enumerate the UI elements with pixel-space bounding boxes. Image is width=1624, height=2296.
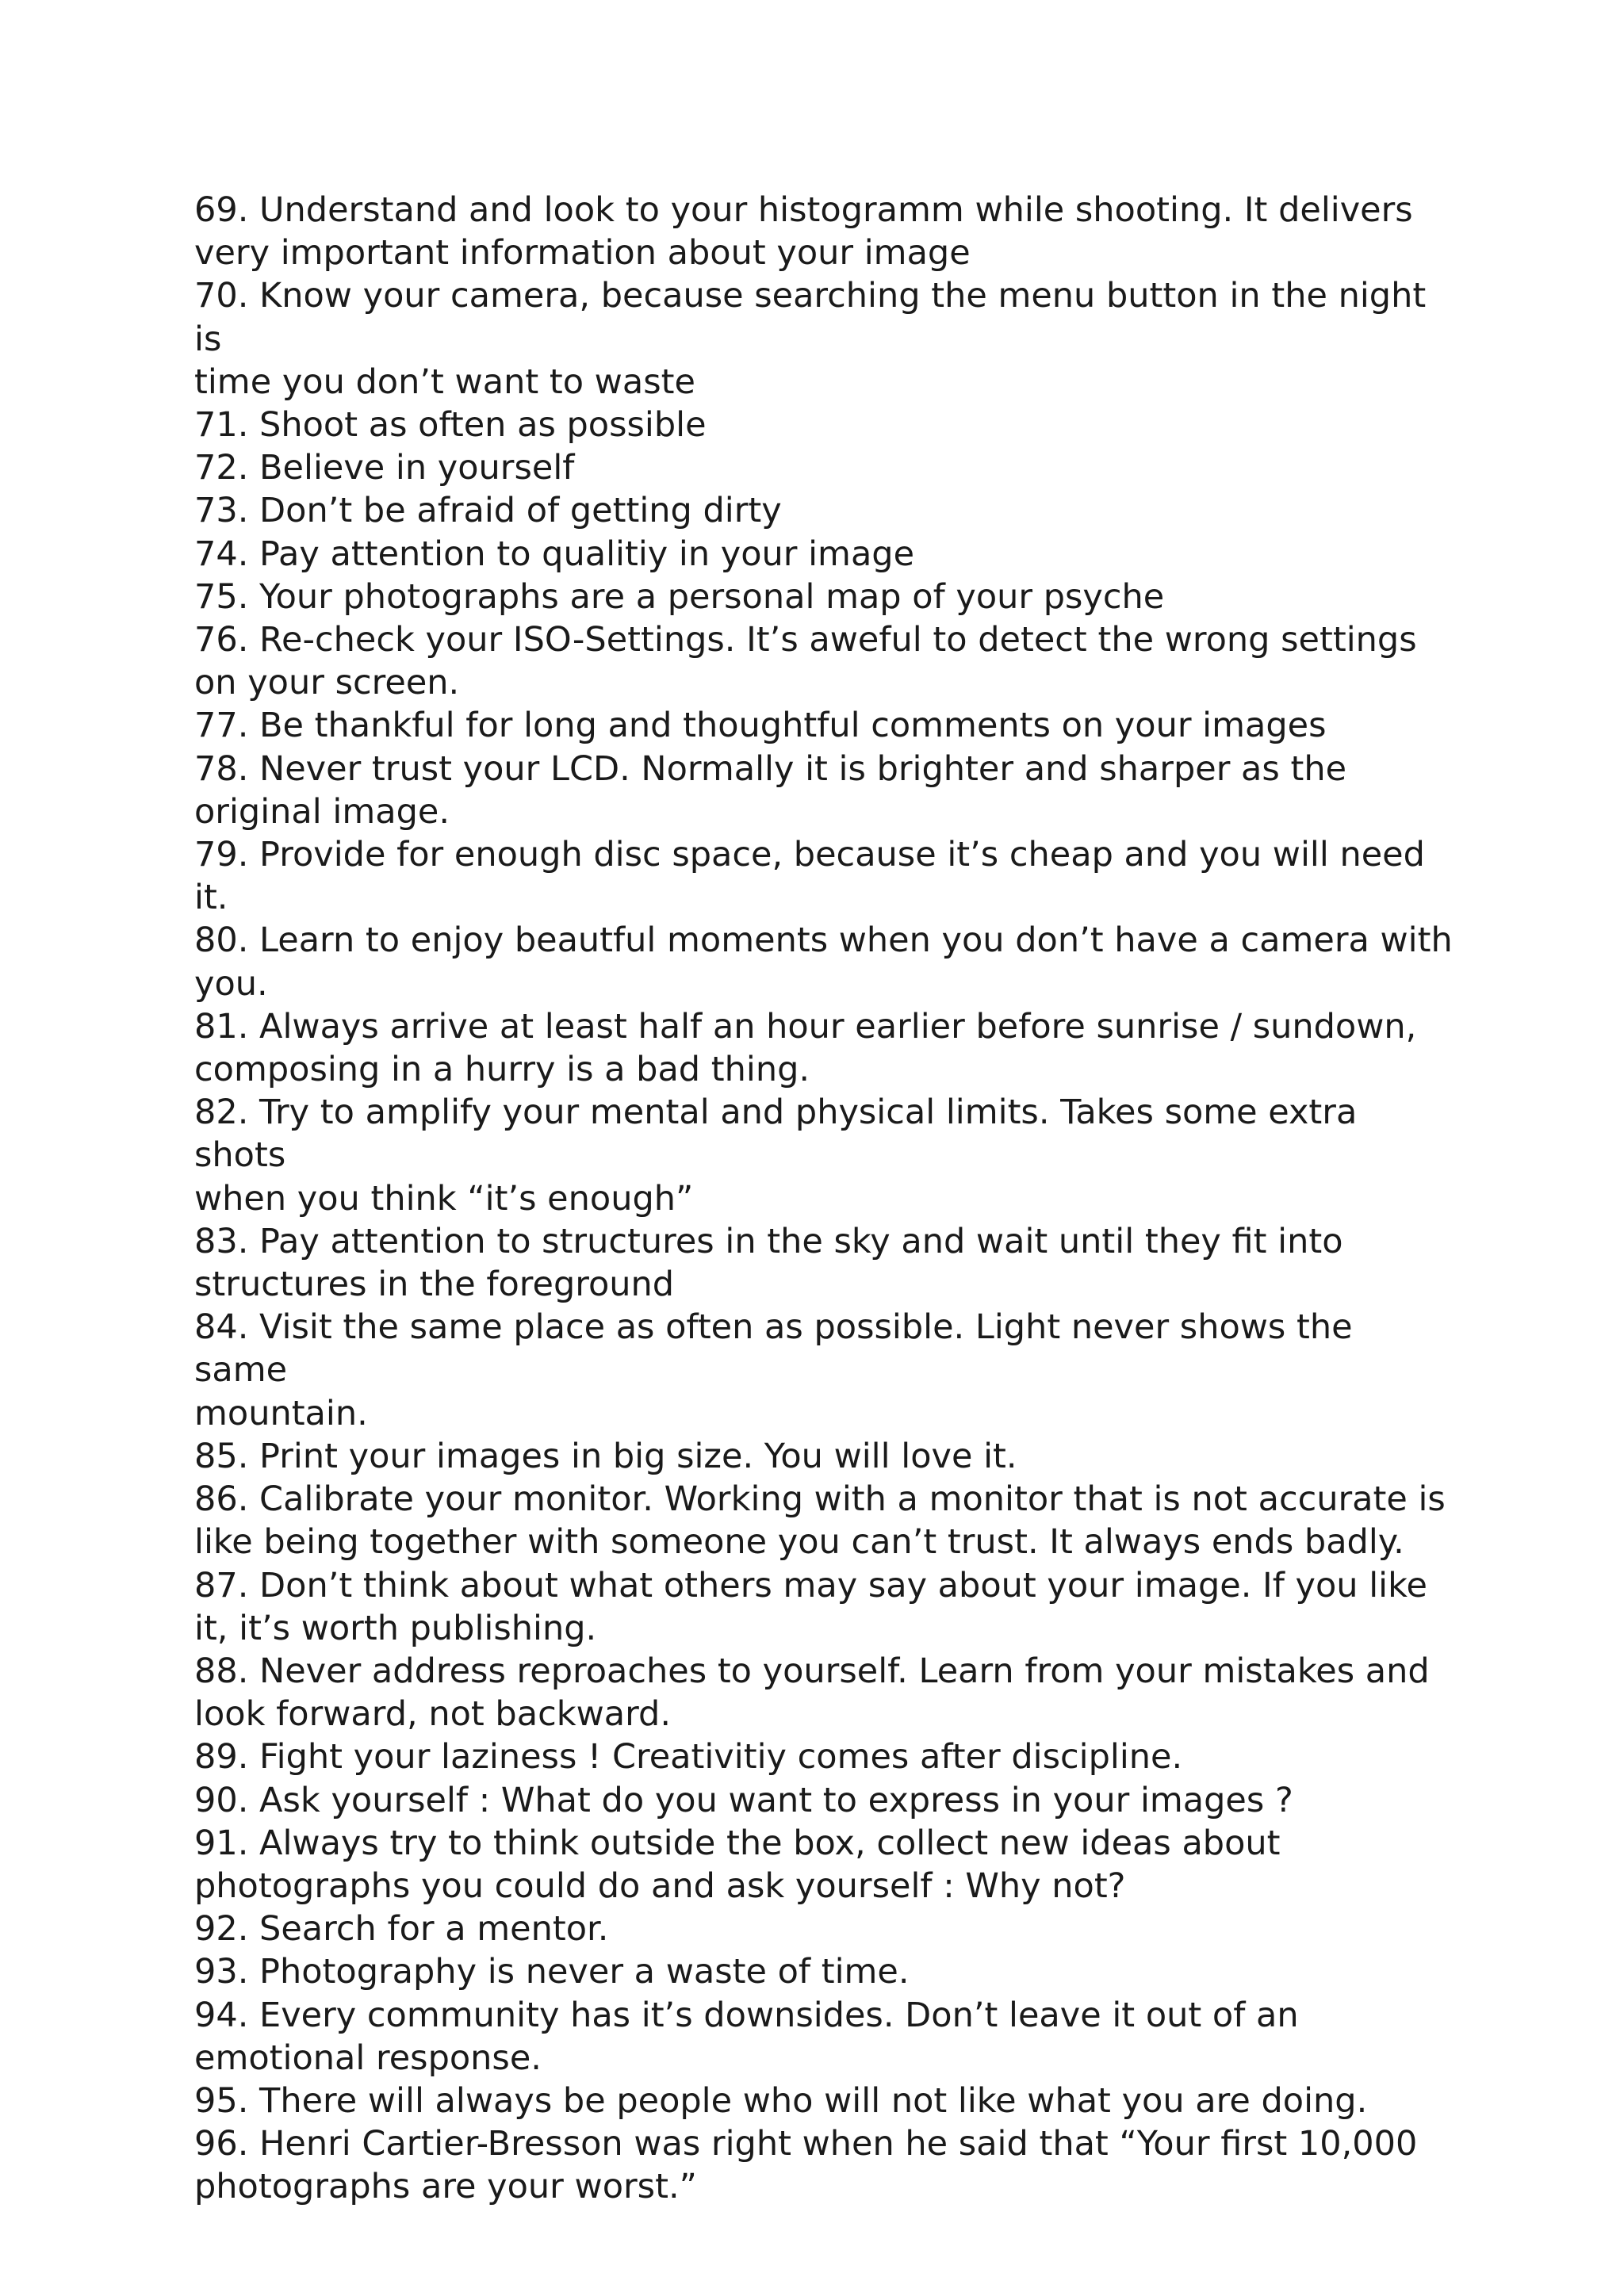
list-item <box>194 446 1455 489</box>
tip-line: mountain. <box>194 1393 368 1433</box>
tip-line: 83. Pay attention to structures in the sky and wait until they fit into <box>194 1221 1343 1261</box>
tip-line: 79. Provide for enough disc space, because it’s cheap and you will need <box>194 835 1425 875</box>
tip-line: it. <box>194 878 228 918</box>
list-item <box>194 919 1455 1004</box>
tip-line: 94. Every community has it’s downsides. Don’t leave it out of an <box>194 1995 1299 2035</box>
list-item <box>194 274 1455 404</box>
list-item <box>194 1435 1455 1478</box>
tip-line: 82. Try to amplify your mental and physical limits. Takes some extra shots <box>194 1093 1358 1176</box>
tip-line: emotional response. <box>194 2038 542 2078</box>
tip-line: 87. Don’t think about what others may say about your image. If you like <box>194 1565 1427 1605</box>
list-item <box>194 1950 1455 1993</box>
document-page <box>194 189 1455 2209</box>
tip-line: 90. Ask yourself : What do you want to express in your images ? <box>194 1780 1293 1820</box>
tip-line: 80. Learn to enjoy beautful moments when you don’t have a camera with <box>194 920 1453 961</box>
tip-line: composing in a hurry is a bad thing. <box>194 1050 810 1090</box>
tip-line: 77. Be thankful for long and thoughtful comments on your images <box>194 706 1327 746</box>
list-item <box>194 748 1455 833</box>
tip-line: very important information about your image <box>194 233 971 274</box>
tip-line: look forward, not backward. <box>194 1694 672 1735</box>
tip-line: 84. Visit the same place as often as possible. Light never shows the same <box>194 1307 1353 1391</box>
list-item <box>194 1478 1455 1563</box>
tip-line: 73. Don’t be afraid of getting dirty <box>194 491 782 531</box>
tip-line: 81. Always arrive at least half an hour earlier before sunrise / sundown, <box>194 1006 1417 1047</box>
list-item <box>194 1735 1455 1778</box>
tip-line: 85. Print your images in big size. You will love it. <box>194 1436 1017 1476</box>
list-item <box>194 1779 1455 1822</box>
list-item <box>194 1908 1455 1950</box>
tip-line: structures in the foreground <box>194 1265 675 1305</box>
tip-line: 89. Fight your laziness ! Creativitiy comes after discipline. <box>194 1737 1183 1777</box>
tip-line: you. <box>194 963 268 1004</box>
list-item <box>194 404 1455 446</box>
tip-line: 96. Henri Cartier-Bresson was right when he said that “Your first 10,000 <box>194 2124 1418 2164</box>
tip-line: 78. Never trust your LCD. Normally it is brighter and sharper as the <box>194 748 1347 789</box>
list-item <box>194 618 1455 704</box>
tip-line: 86. Calibrate your monitor. Working with a monitor that is not accurate is <box>194 1479 1446 1520</box>
tip-line: 92. Search for a mentor. <box>194 1909 609 1950</box>
list-item <box>194 576 1455 618</box>
list-item <box>194 2080 1455 2122</box>
tip-line: 88. Never address reproaches to yourself. Learn from your mistakes and <box>194 1651 1430 1691</box>
tip-line: time you don’t want to waste <box>194 362 695 402</box>
list-item <box>194 189 1455 274</box>
tip-line: photographs are your worst.” <box>194 2167 697 2207</box>
list-item <box>194 1091 1455 1220</box>
tip-line: 69. Understand and look to your histogramm while shooting. It delivers <box>194 190 1413 230</box>
tip-line: 93. Photography is never a waste of time. <box>194 1952 910 1992</box>
list-item <box>194 1994 1455 2080</box>
tip-line: original image. <box>194 791 450 832</box>
tip-line: on your screen. <box>194 663 460 703</box>
list-item <box>194 833 1455 919</box>
tip-line: 70. Know your camera, because searching the menu button in the night is <box>194 276 1427 359</box>
tips-list <box>194 189 1455 2209</box>
list-item <box>194 1564 1455 1650</box>
list-item <box>194 1220 1455 1306</box>
list-item <box>194 704 1455 747</box>
tip-line: photographs you could do and ask yourself : Why not? <box>194 1866 1126 1906</box>
tip-line: when you think “it’s enough” <box>194 1178 694 1219</box>
list-item <box>194 489 1455 532</box>
list-item <box>194 1306 1455 1435</box>
tip-line: 91. Always try to think outside the box, collect new ideas about <box>194 1823 1281 1863</box>
list-item <box>194 1005 1455 1091</box>
tip-line: 76. Re-check your ISO-Settings. It’s aweful to detect the wrong settings <box>194 620 1417 660</box>
tip-line: 95. There will always be people who will not like what you are doing. <box>194 2080 1368 2121</box>
list-item <box>194 2122 1455 2208</box>
tip-line: like being together with someone you can’t trust. It always ends badly. <box>194 1522 1404 1563</box>
list-item <box>194 533 1455 576</box>
tip-line: 74. Pay attention to qualitiy in your image <box>194 534 915 574</box>
list-item <box>194 1822 1455 1908</box>
list-item <box>194 1650 1455 1735</box>
tip-line: 71. Shoot as often as possible <box>194 405 707 446</box>
tip-line: 75. Your photographs are a personal map of your psyche <box>194 576 1165 617</box>
tip-line: 72. Believe in yourself <box>194 448 575 488</box>
tip-line: it, it’s worth publishing. <box>194 1608 597 1648</box>
